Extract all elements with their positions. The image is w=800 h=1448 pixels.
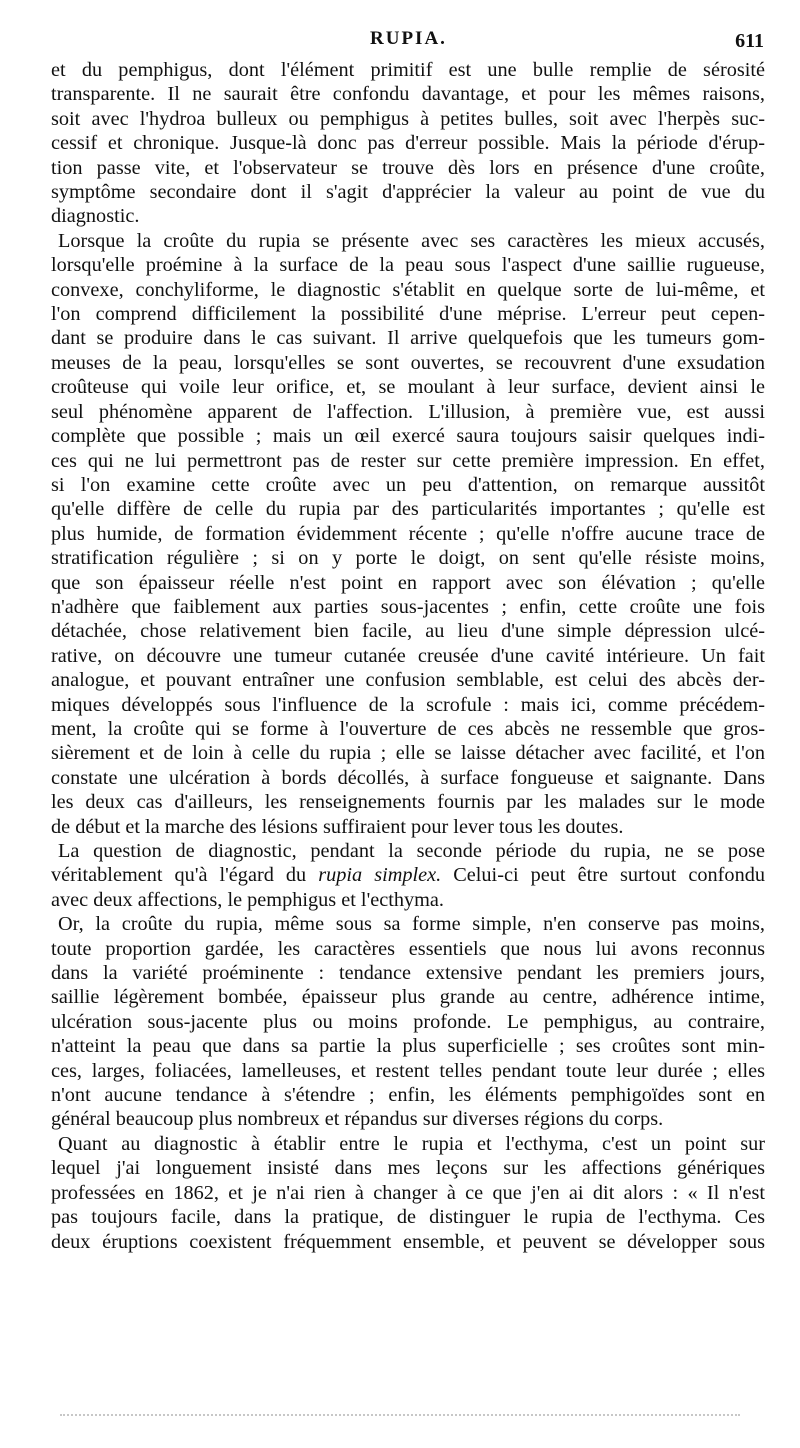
text-line: qu'elle diffère de celle du rupia par des particularités importantes ; qu'elle est (51, 498, 765, 521)
text-line: meuses de la peau, lorsqu'elles se sont ouvertes, se recouvrent d'une exsudation (51, 351, 765, 374)
text-line: tion passe vite, et l'observateur se trouve dès lors en présence d'une croûte, (51, 156, 765, 179)
text-line: toute proportion gardée, les caractères essentiels que nous lui avons reconnus (51, 937, 765, 960)
text-segment: véritablement qu'à l'égard du (51, 864, 319, 887)
text-line (51, 863, 765, 887)
text-line: n'adhère que faiblement aux parties sous-jacentes ; enfin, cette croûte une fois (51, 595, 765, 618)
text-line: stratification régulière ; si on y porte le doigt, on sent qu'elle résiste moins, (51, 547, 765, 570)
text-line: rative, on découvre une tumeur cutanée creusée d'une cavité intérieure. Un fait (51, 644, 765, 667)
text-line: détachée, chose relativement bien facile, au lieu d'une simple dépression ulcé- (51, 620, 765, 643)
paragraph (51, 58, 765, 229)
text-line: ces, larges, foliacées, lamelleuses, et restent telles pendant toute leur durée ; elles (51, 1059, 765, 1082)
text-line: convexe, conchyliforme, le diagnostic s'établit en quelque sorte de lui-même, et (51, 278, 765, 301)
text-line: ulcération sous-jacente plus ou moins profonde. Le pemphigus, au contraire, (51, 1010, 765, 1033)
text-line: miques développés sous l'influence de la scrofule : mais ici, comme précédem- (51, 693, 765, 716)
text-line: pas toujours facile, dans la pratique, de distinguer le rupia de l'ecthyma. Ces (51, 1206, 765, 1229)
text-line: La question de diagnostic, pendant la seconde période du rupia, ne se pose (58, 840, 765, 862)
text-line: Or, la croûte du rupia, même sous sa forme simple, n'en conserve pas moins, (58, 913, 765, 936)
text-line: professées en 1862, et je n'ai rien à changer à ce que j'en ai dit alors : « Il n'est (51, 1181, 765, 1204)
text-line: Lorsque la croûte du rupia se présente avec ses caractères les mieux accusés, (58, 229, 765, 252)
text-line: sièrement et de loin à celle du rupia ; elle se laisse détacher avec facilité, et l'on (51, 742, 765, 765)
text-line: deux éruptions coexistent fréquemment ensemble, et peuvent se développer sous (51, 1230, 765, 1253)
text-line: ces qui ne lui permettront pas de rester sur cette première impression. En effet, (51, 449, 765, 472)
body-text (51, 58, 765, 1254)
text-line: dans la variété proéminente : tendance extensive pendant les premiers jours, (51, 962, 765, 985)
text-line: n'ont aucune tendance à s'étendre ; enfin, les éléments pemphigoïdes sont en (51, 1084, 765, 1107)
page-header (0, 28, 800, 54)
text-segment: Celui-ci peut être surtout confondu (441, 864, 765, 887)
italic-term: rupia simplex. (318, 864, 442, 887)
paragraph (51, 1132, 765, 1254)
text-line: saillie légèrement bombée, épaisseur plus grande au centre, adhérence intime, (51, 986, 765, 1009)
text-line: plus humide, de formation évidemment récente ; qu'elle n'offre aucune trace de (51, 522, 765, 545)
scan-noise-divider (60, 1408, 740, 1416)
paragraph (51, 912, 765, 1132)
text-line: diagnostic. (51, 205, 140, 228)
text-line: les deux cas d'ailleurs, les renseignements fournis par les malades sur le mode (51, 791, 765, 814)
text-line: ment, la croûte qui se forme à l'ouverture de ces abcès ne ressemble que gros- (51, 717, 765, 740)
text-line: transparente. Il ne saurait être confondu davantage, et pour les mêmes raisons, (51, 83, 765, 106)
text-line: lequel j'ai longuement insisté dans mes leçons sur les affections génériques (51, 1157, 765, 1180)
text-line: Quant au diagnostic à établir entre le rupia et l'ecthyma, c'est un point sur (58, 1132, 765, 1155)
page-number: 611 (735, 30, 764, 52)
text-line: croûteuse qui voile leur orifice, et, se moulant à leur surface, devient ainsi le (51, 376, 765, 399)
text-line: lorsqu'elle proémine à la surface de la peau sous l'aspect d'une saillie rugueuse, (51, 254, 765, 277)
paragraph (51, 839, 765, 912)
text-line: général beaucoup plus nombreux et répandus sur diverses régions du corps. (51, 1108, 664, 1131)
text-line: seul phénomène apparent de l'affection. L'illusion, à première vue, est aussi (51, 400, 765, 423)
text-line: n'atteint la peau que dans sa partie la plus superficielle ; ses croûtes sont min- (51, 1035, 765, 1058)
text-line: constate une ulcération à bords décollés, à surface fongueuse et saignante. Dans (51, 766, 765, 789)
text-line: et du pemphigus, dont l'élément primitif est une bulle remplie de sérosité (51, 59, 765, 81)
text-line: cessif et chronique. Jusque-là donc pas d'erreur possible. Mais la période d'érup- (51, 132, 765, 155)
text-line: que son épaisseur réelle n'est point en rapport avec son élévation ; qu'elle (51, 571, 765, 594)
text-line: soit avec l'hydroa bulleux ou pemphigus à petites bulles, soit avec l'herpès suc- (51, 107, 765, 130)
text-line: symptôme secondaire dont il s'agit d'apprécier la valeur au point de vue du (51, 181, 765, 204)
paragraph (51, 229, 765, 839)
text-line: avec deux affections, le pemphigus et l'ecthyma. (51, 888, 444, 911)
running-title: RUPIA. (370, 28, 447, 49)
text-line: complète que possible ; mais un œil exercé saura toujours saisir quelques indi- (51, 425, 765, 448)
text-line: si l'on examine cette croûte avec un peu d'attention, on remarque aussitôt (51, 473, 765, 496)
text-line: l'on comprend difficilement la possibilité d'une méprise. L'erreur peut cepen- (51, 303, 765, 326)
text-line: analogue, et pouvant entraîner une confusion semblable, est celui des abcès der- (51, 669, 765, 692)
text-line: de début et la marche des lésions suffiraient pour lever tous les doutes. (51, 815, 624, 838)
text-line: dant se produire dans le cas suivant. Il arrive quelquefois que les tumeurs gom- (51, 327, 765, 350)
